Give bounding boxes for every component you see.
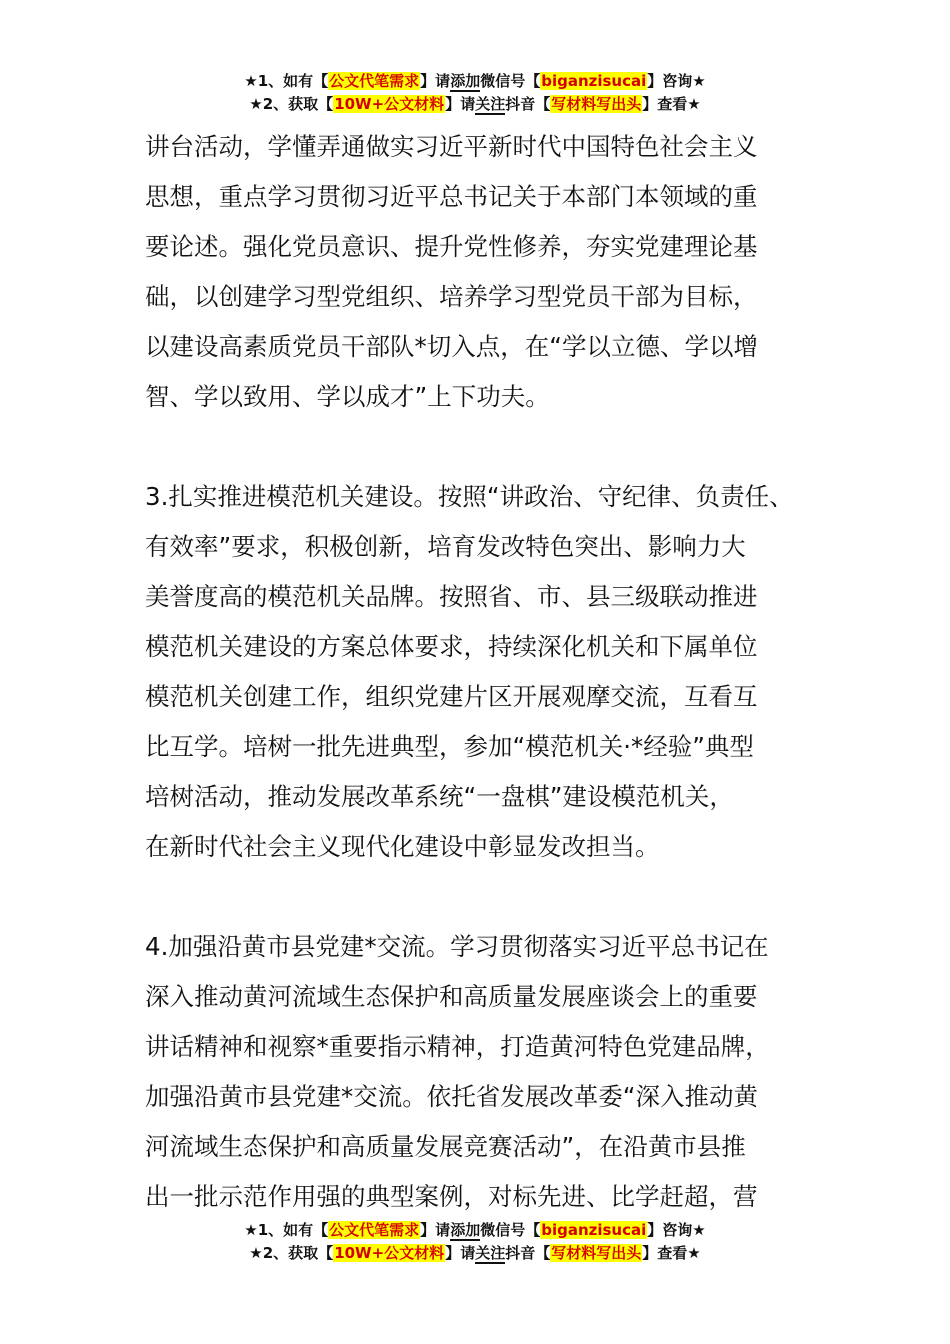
footer-banner <box>0 1219 950 1265</box>
banner-line-1: ★1、如有【公文代笔需求】请添加微信号【biganzisucai】咨询★ <box>244 1221 706 1239</box>
paragraph-study: 讲台活动，学懂弄通做实习近平新时代中国特色社会主义 思想，重点学习贯彻习近平总书记关于本部门本领域的重 要论述。强化党员意识、提升党性修养，夯实党建理论基 础，以创建学习型党组织、培养学习型党员干部为目标， 以建设高素质党员干部队*切入点，在“学以立德、学以增 智、学以致用、学以成才”上下功夫。 <box>145 132 758 411</box>
banner-line-2: ★2、获取【10W+公文材料】请关注抖音【写材料写出头】查看★ <box>249 95 701 113</box>
banner-line-1: ★1、如有【公文代笔需求】请添加微信号【biganzisucai】咨询★ <box>244 72 706 90</box>
banner-highlight-service: 公文代笔需求 <box>329 72 420 90</box>
banner-highlight-wechat-id: biganzisucai <box>541 1221 647 1239</box>
header-banner <box>0 70 950 116</box>
banner-highlight-service: 公文代笔需求 <box>329 1221 420 1239</box>
banner-highlight-douyin: 写材料写出头 <box>551 95 642 113</box>
banner-highlight-materials: 10W+公文材料 <box>334 1244 445 1262</box>
banner-highlight-materials: 10W+公文材料 <box>334 95 445 113</box>
document-body <box>145 122 825 1222</box>
paragraph-model-organ: 3.扎实推进模范机关建设。按照“讲政治、守纪律、负责任、 有效率”要求，积极创新，培育发改特色突出、影响力大 美誉度高的模范机关品牌。按照省、市、县三级联动推进 模范机关建设的方案总体要求，持续深化机关和下属单位 模范机关创建工作，组织党建片区开展观摩交流，互看互 比互学。培树一批先进典型，参加“模范机关·*经验”典型 培树活动，推动发展改革系统“一盘棋”建设模范机关， 在新时代社会主义现代化建设中彰显发改担当。 <box>145 482 794 861</box>
banner-line-2: ★2、获取【10W+公文材料】请关注抖音【写材料写出头】查看★ <box>249 1244 701 1262</box>
banner-highlight-wechat-id: biganzisucai <box>541 72 647 90</box>
paragraph-yellow-river: 4.加强沿黄市县党建*交流。学习贯彻落实习近平总书记在 深入推动黄河流域生态保护和高质量发展座谈会上的重要 讲话精神和视察*重要指示精神，打造黄河特色党建品牌， 加强沿黄市县党建*交流。依托省发展改革委“深入推动黄 河流域生态保护和高质量发展竞赛活动”，在沿黄市县推 出一批示范作用强的典型案例，对标先进、比学赶超，营 <box>145 932 770 1211</box>
banner-highlight-douyin: 写材料写出头 <box>551 1244 642 1262</box>
